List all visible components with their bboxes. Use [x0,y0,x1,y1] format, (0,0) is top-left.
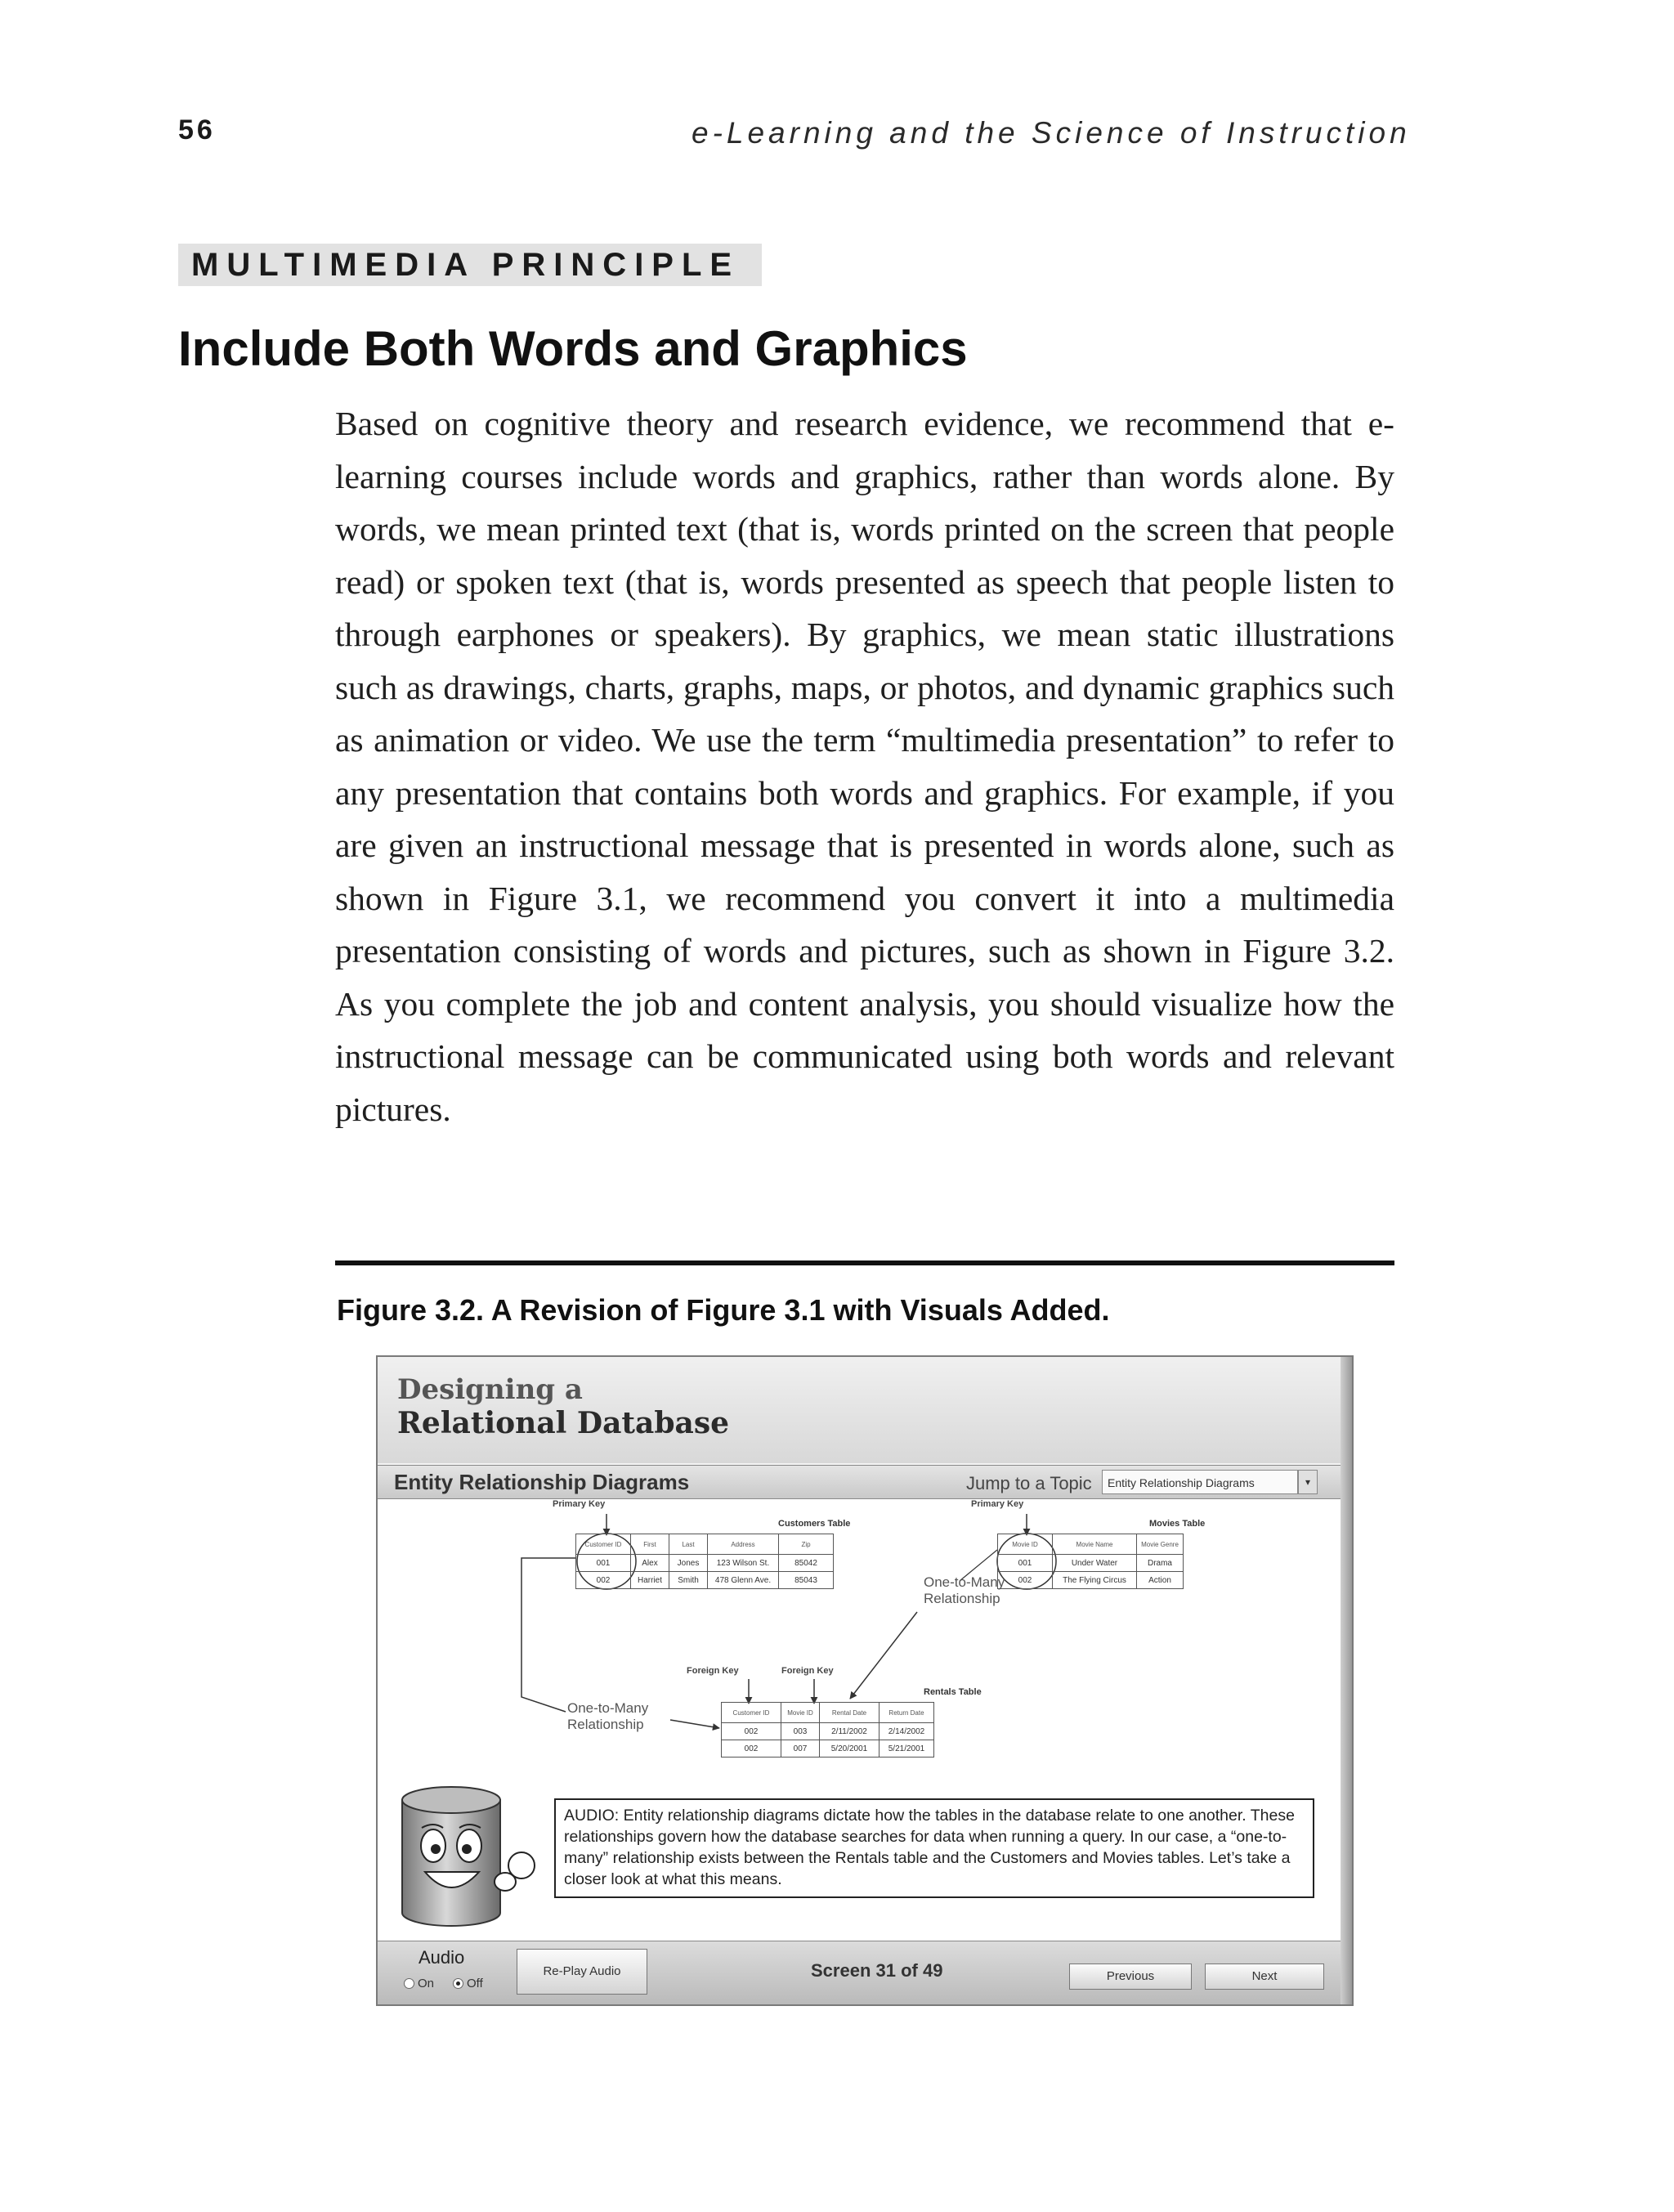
screen-counter: Screen 31 of 49 [811,1960,943,1981]
foreign-key-label: Foreign Key [687,1666,739,1676]
table-cell: 007 [781,1740,820,1758]
body-paragraph: Based on cognitive theory and research evidence, we recommend that e-learning courses include words and graphics, rather than words alone. By words, we mean printed text (that is, words printed on the screen that people read) or spoken text (that is, words presented as speech that people listen to through earphones or speakers). By graphics, we mean static illustrations such as drawings, charts, graphs, maps, or photos, and dynamic graphics such as animation or video. We use the term “multimedia presentation” to refer to any presentation that contains both words and graphics. For example, if you are given an instructional message that is presented in words alone, such as shown in Figure 3.1, we recommend you convert it into a multimedia presentation consisting of words and pictures, such as shown in Figure 3.2. As you complete the job and content analysis, you should visualize how the instructional message can be communicated using both words and relevant pictures. [335,405,1394,1128]
topic-title: Entity Relationship Diagrams [394,1470,690,1494]
relationship-arrow-right [850,1612,917,1699]
customer-rental-connector [521,1558,575,1712]
table-row [722,1740,934,1758]
customers-header-cell: Address [708,1534,779,1555]
table-cell: 123 Wilson St. [708,1555,779,1572]
rentals-header-cell: Movie ID [781,1703,820,1723]
table-cell: 85042 [779,1555,834,1572]
table-cell: The Flying Circus [1053,1572,1137,1589]
rentals-table [721,1702,934,1758]
audio-label: Audio [418,1947,465,1968]
relationship-label-right [924,1574,1005,1607]
table-cell: Under Water [1053,1555,1137,1572]
table-cell: Smith [669,1572,708,1589]
table-cell: 001 [576,1555,631,1572]
relationship-line1: One-to-Many [924,1574,1005,1590]
table-cell: 001 [998,1555,1053,1572]
table-cell: 85043 [779,1572,834,1589]
table-cell: 2/14/2002 [880,1723,934,1740]
table-cell: 5/21/2001 [880,1740,934,1758]
movies-header-cell: Movie Name [1053,1534,1137,1555]
customers-table-title: Customers Table [778,1519,851,1529]
replay-audio-button[interactable]: Re-Play Audio [517,1949,647,1995]
movies-header-cell: Movie Genre [1137,1534,1184,1555]
table-cell: Drama [1137,1555,1184,1572]
page-number: 56 [178,114,216,146]
relationship-line1: One-to-Many [567,1700,649,1716]
primary-key-label: Primary Key [971,1499,1024,1509]
figure-screenshot [376,1355,1354,2006]
table-cell: Jones [669,1555,708,1572]
audio-on-label: On [418,1977,435,1990]
foreign-key-label: Foreign Key [781,1666,834,1676]
table-cell: 002 [722,1723,781,1740]
audio-off-label: Off [467,1977,483,1990]
table-cell: Action [1137,1572,1184,1589]
audio-off-radio[interactable] [453,1977,483,1990]
table-cell: 003 [781,1723,820,1740]
relationship-line2: Relationship [567,1717,644,1732]
rentals-header-cell: Customer ID [722,1703,781,1723]
audio-on-radio[interactable] [404,1977,434,1990]
figure-caption: Figure 3.2. A Revision of Figure 3.1 with Visuals Added. [337,1293,1110,1327]
audio-narration-box: AUDIO: Entity relationship diagrams dictate how the tables in the database relate to one another. These relationships govern how the database searches for data when running a query. In our case, a “one-to-many” relationship exists between the Rentals table and the Customers and Movies tables. Let’s take a closer look at what this means. [554,1798,1314,1898]
table-cell: 478 Glenn Ave. [708,1572,779,1589]
app-title-line1: Designing a [397,1373,583,1406]
section-label: MULTIMEDIA PRINCIPLE [178,244,762,286]
customers-header-cell: Customer ID [576,1534,631,1555]
window-frame [1341,1357,1354,2006]
table-cell: Alex [631,1555,669,1572]
section-heading: Include Both Words and Graphics [178,321,968,376]
jump-to-topic-select[interactable]: Entity Relationship Diagrams [1102,1470,1298,1494]
figure-rule [335,1260,1394,1265]
relationship-label-left [567,1700,648,1733]
rentals-table-title: Rentals Table [924,1687,982,1697]
table-cell: 002 [722,1740,781,1758]
movies-table-title: Movies Table [1149,1519,1206,1529]
radio-off-icon [404,1978,414,1989]
table-cell: 002 [998,1572,1053,1589]
movies-table [997,1534,1184,1589]
table-row [576,1555,834,1572]
next-button[interactable]: Next [1205,1963,1324,1990]
movies-header-cell: Movie ID [998,1534,1053,1555]
relationship-line2: Relationship [924,1591,1000,1606]
table-cell: 002 [576,1572,631,1589]
primary-key-label: Primary Key [553,1499,606,1509]
customers-header-cell: First [631,1534,669,1555]
table-cell: 2/11/2002 [820,1723,880,1740]
rentals-header-cell: Return Date [880,1703,934,1723]
relationship-arrow-left [670,1720,719,1728]
table-cell: 5/20/2001 [820,1740,880,1758]
table-row [998,1572,1184,1589]
chevron-down-icon[interactable]: ▾ [1298,1470,1318,1494]
customers-table [575,1534,834,1589]
table-row [998,1555,1184,1572]
database-mascot-icon [384,1782,548,1937]
table-row [576,1572,834,1589]
customers-header-cell: Last [669,1534,708,1555]
customers-header-cell: Zip [779,1534,834,1555]
rentals-header-cell: Rental Date [820,1703,880,1723]
previous-button[interactable]: Previous [1069,1963,1192,1990]
table-row [722,1723,934,1740]
app-title-line2: Relational Database [397,1406,730,1440]
running-title: e-Learning and the Science of Instruction [692,116,1411,150]
table-cell: Harriet [631,1572,669,1589]
radio-selected-icon [453,1978,463,1989]
jump-to-topic-label: Jump to a Topic [966,1473,1092,1493]
